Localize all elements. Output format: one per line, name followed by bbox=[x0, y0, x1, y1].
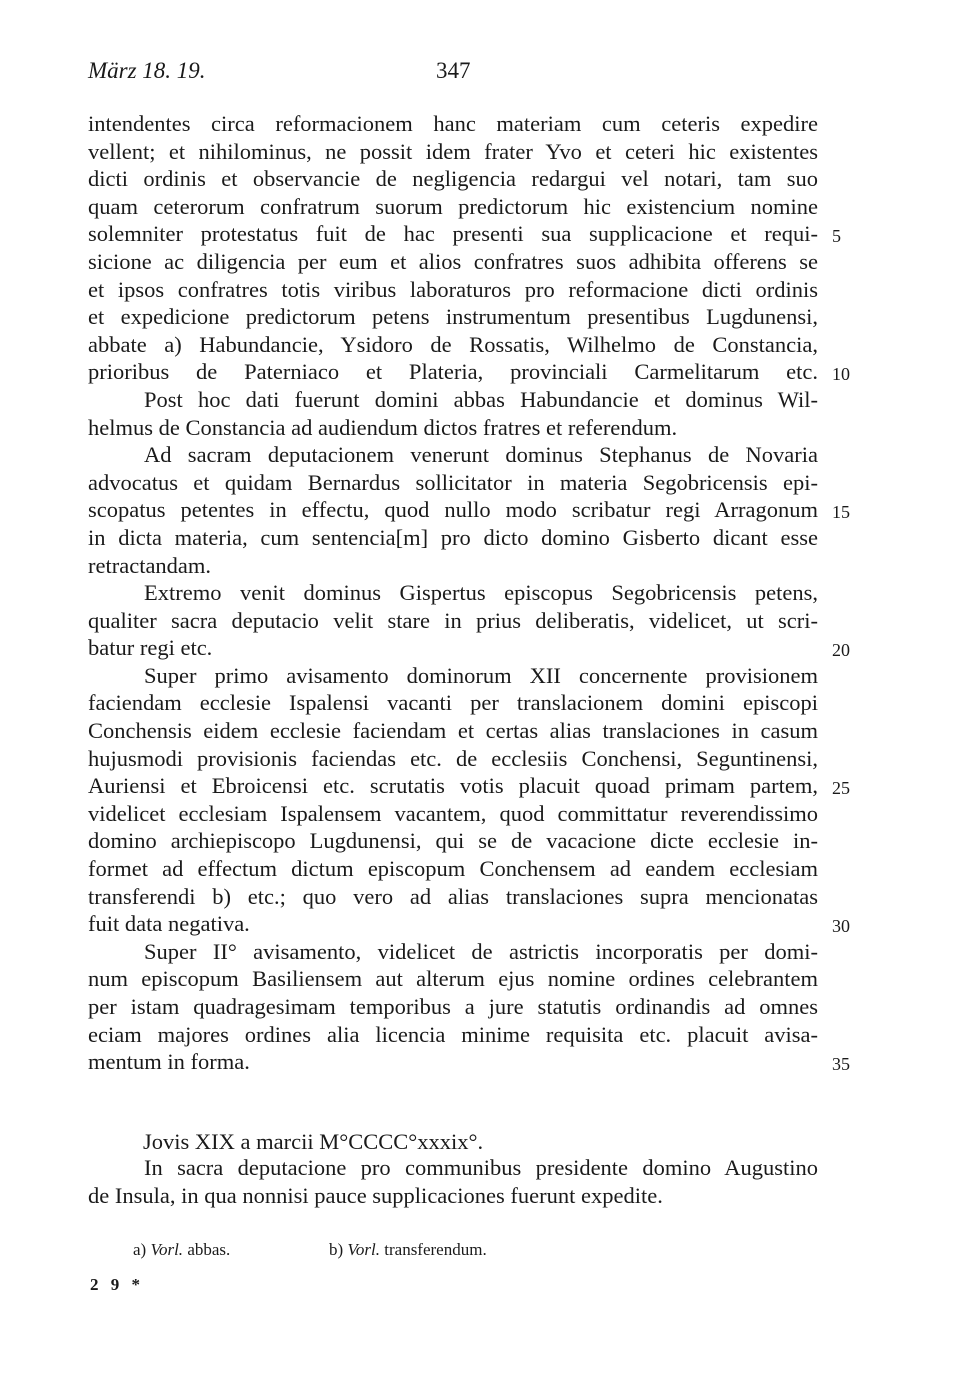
text-line: In sacra deputacione pro communibus presidente domino Augustino bbox=[144, 1155, 818, 1180]
footnote-text: transferendum. bbox=[384, 1240, 487, 1259]
text-line: hujusmodi provisionis faciendas etc. de ecclesiis Conchensi, Seguntinensi, bbox=[88, 745, 818, 771]
line-number: 5 bbox=[832, 226, 841, 246]
text-line: retractandam. bbox=[88, 552, 212, 578]
line-number: 20 bbox=[832, 640, 850, 660]
text-line: Extremo venit dominus Gispertus episcopus Segobricensis petens, bbox=[144, 580, 818, 606]
footnote-text: abbas. bbox=[187, 1240, 231, 1259]
footnote-label: Vorl. bbox=[150, 1240, 184, 1259]
footnote-a bbox=[133, 1240, 230, 1260]
line-number: 30 bbox=[832, 916, 850, 936]
line-number: 35 bbox=[832, 1054, 850, 1074]
text-line: Post hoc dati fuerunt domini abbas Habundancie et dominus Wil- bbox=[144, 386, 818, 412]
text-line: eciam majores ordines alia licencia minime requisita etc. placuit avisa- bbox=[88, 1021, 818, 1047]
text-line: per istam quadragesimam temporibus a jure statutis ordinandis ad omnes bbox=[88, 994, 818, 1019]
text-line: transferendi b) etc.; quo vero ad alias translaciones supra mencionatas bbox=[88, 883, 818, 909]
text-line: Super II° avisamento, videlicet de astrictis incorporatis per domi- bbox=[144, 938, 818, 964]
text-line: sicione ac diligencia per eum et alios confratres suos adhibita offerens se bbox=[88, 248, 818, 274]
text-line: prioribus de Paterniaco et Plateria, provinciali Carmelitarum etc. bbox=[88, 359, 818, 385]
footnote-b bbox=[329, 1240, 487, 1260]
text-line: quam ceterorum confratrum suorum predictorum hic existencium nomine bbox=[88, 193, 818, 219]
text-line: et expedicione predictorum petens instrumentum presentibus Lugdunensi, bbox=[88, 304, 818, 330]
footnote-mark: a) bbox=[133, 1240, 147, 1259]
text-line: vellent; et nihilominus, ne possit idem frater Yvo et ceteri hic existentes bbox=[88, 138, 818, 164]
footnote-mark: b) bbox=[329, 1240, 344, 1259]
text-line: num episcopum Basiliensem aut alterum ejus nomine ordines celebrantem bbox=[88, 966, 818, 992]
text-line: Ad sacram deputacionem venerunt dominus Stephanus de Novaria bbox=[144, 442, 818, 468]
text-line: qualiter sacra deputacio velit stare in prius deliberatis, videlicet, ut scri- bbox=[88, 607, 818, 633]
second-paragraph bbox=[88, 1154, 818, 1209]
text-line: intendentes circa reformacionem hanc materiam cum ceteris expedire bbox=[88, 111, 818, 136]
printer-signature: 2 9 * bbox=[90, 1275, 144, 1294]
text-line: formet ad effectum dictum episcopum Conchensem ad eandem ecclesiam bbox=[88, 856, 818, 882]
text-line: domino archiepiscopo Lugdunensi, qui se de vacacione dicte ecclesie in- bbox=[88, 828, 818, 854]
text-line: batur regi etc. bbox=[88, 635, 213, 661]
text-line: Conchensis eidem ecclesie faciendam et certas alias translaciones in casum bbox=[88, 718, 818, 744]
text-line: faciendam ecclesie Ispalensi vacanti per translacionem domini episcopi bbox=[88, 690, 818, 716]
text-line: Auriensi et Ebroicensi etc. scrutatis votis placuit quoad primam partem, bbox=[88, 773, 818, 799]
main-text bbox=[88, 110, 818, 1076]
text-line: abbate a) Habundancie, Ysidoro de Rossatis, Wilhelmo de Constancia, bbox=[88, 331, 818, 357]
line-number: 10 bbox=[832, 364, 850, 384]
text-line: solemniter protestatus fuit de hac presenti sua supplicacione et requi- bbox=[88, 221, 818, 247]
line-number: 15 bbox=[832, 502, 850, 522]
text-line: Super primo avisamento dominorum XII concernente provisionem bbox=[144, 662, 818, 688]
header-date: März 18. 19. bbox=[88, 58, 206, 83]
text-line: fuit data negativa. bbox=[88, 911, 250, 937]
text-line: et ipsos confratres totis viribus laboraturos pro reformacione dicti ordinis bbox=[88, 276, 818, 302]
footnote-label: Vorl. bbox=[347, 1240, 381, 1259]
page-number: 347 bbox=[436, 58, 471, 83]
text-line: videlicet ecclesiam Ispalensem vacantem, quod committatur reverendissimo bbox=[88, 800, 818, 826]
text-line: dicti ordinis et observancie de negligencia redargui vel notari, tam suo bbox=[88, 166, 818, 192]
text-line: de Insula, in qua nonnisi pauce supplicaciones fuerunt expedite. bbox=[88, 1182, 663, 1208]
text-line: in dicta materia, cum sentencia[m] pro dicto domino Gisberto dicant esse bbox=[88, 524, 818, 550]
page-header bbox=[88, 58, 818, 90]
line-number: 25 bbox=[832, 778, 850, 798]
text-line: advocatus et quidam Bernardus sollicitator in materia Segobricensis epi- bbox=[88, 469, 818, 495]
date-line: Jovis XIX a marcii M°CCCC°xxxix°. bbox=[143, 1129, 484, 1154]
text-line: mentum in forma. bbox=[88, 1049, 250, 1075]
text-line: scopatus petentes in effectu, quod nullo modo scribatur regi Arragonum bbox=[88, 497, 818, 523]
text-line: helmus de Constancia ad audiendum dictos fratres et referendum. bbox=[88, 414, 678, 440]
